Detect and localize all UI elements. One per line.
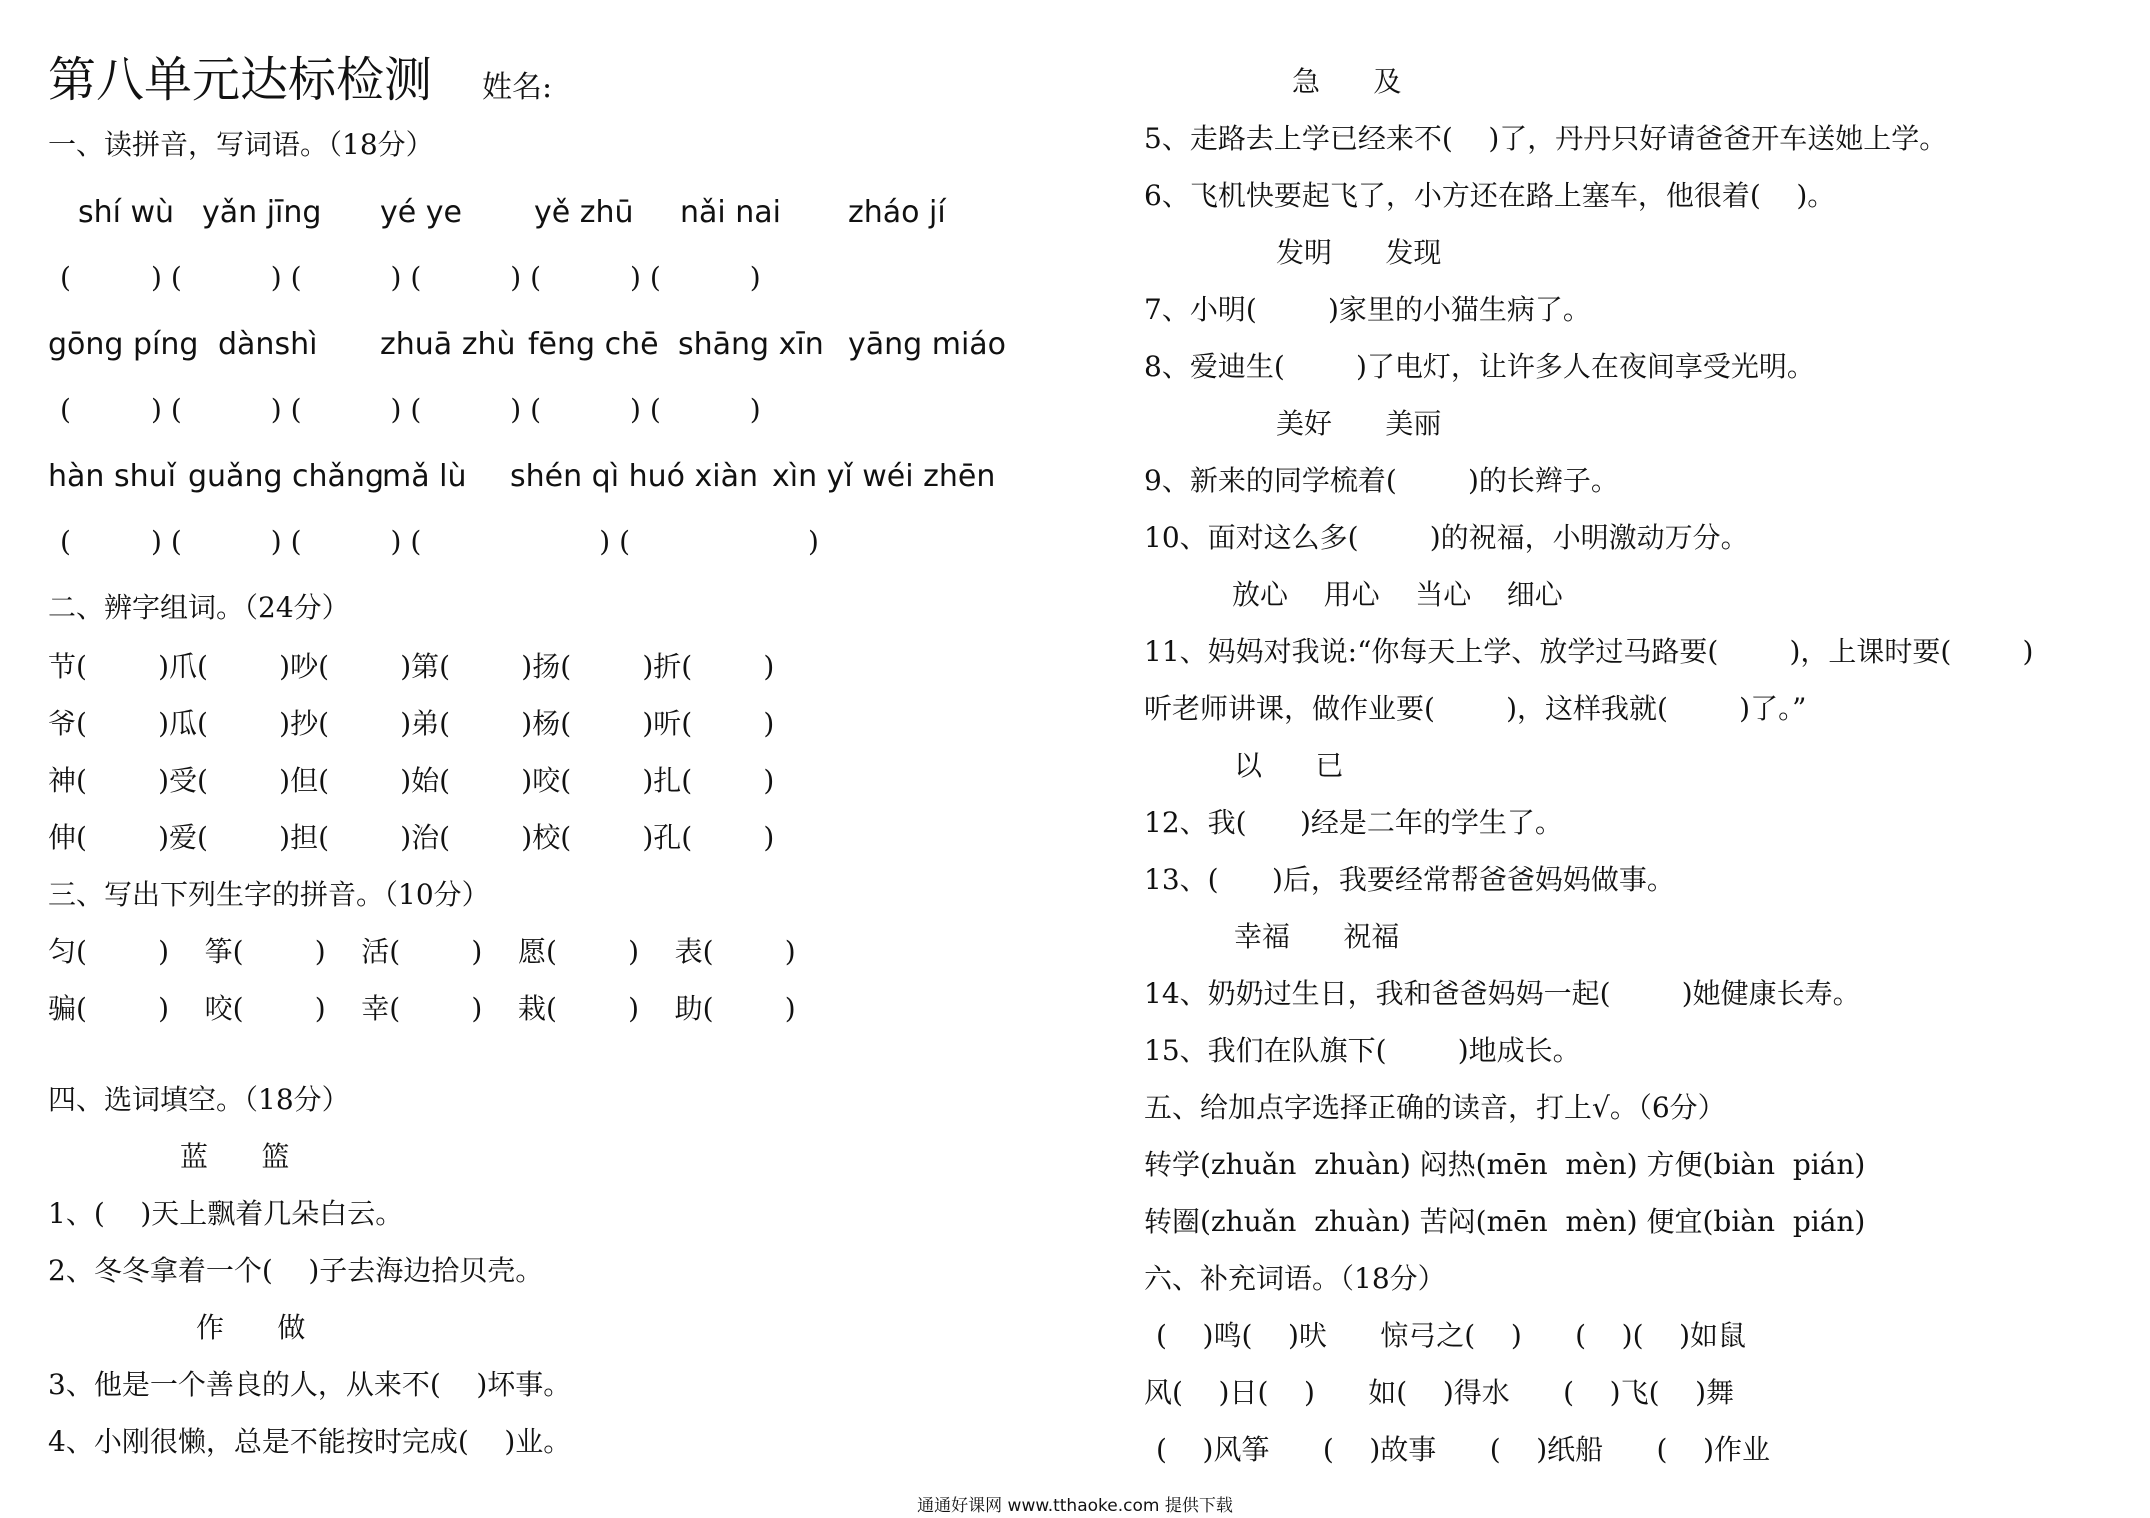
fill-in-question[interactable]: 4、小刚很懒，总是不能按时完成( )业。: [48, 1425, 572, 1458]
fill-in-question[interactable]: 听老师讲课，做作业要( )，这样我就( )了。”: [1144, 692, 1807, 725]
word-choice-pair: 放心 用心 当心 细心: [1232, 578, 1563, 611]
pinyin-item: shāng xīn: [678, 327, 824, 362]
fill-in-question[interactable]: 1、( )天上飘着几朵白云。: [48, 1197, 404, 1230]
section-6-heading: 六、补充词语。（18分）: [1144, 1262, 1446, 1295]
word-choice-pair: 以 已: [1234, 749, 1344, 782]
fill-in-question[interactable]: 9、新来的同学梳着( )的长辫子。: [1144, 464, 1619, 497]
pinyin-item: xìn yǐ wéi zhēn: [772, 459, 996, 494]
name-label: 姓名:: [482, 70, 553, 105]
answer-brackets[interactable]: ( ) ( ) ( ) ( ) ( ): [60, 525, 819, 558]
pinyin-item: yě zhū: [534, 195, 634, 230]
fill-in-question[interactable]: 6、飞机快要起飞了，小方还在路上塞车，他很着( )。: [1144, 179, 1836, 212]
pinyin-answer-row[interactable]: 骗( ) 咬( ) 幸( ) 栽( ) 助( ): [48, 992, 796, 1025]
idiom-row[interactable]: 风( )日( ) 如( )得水 ( )飞( )舞: [1144, 1376, 1735, 1409]
pinyin-item: hàn shuǐ: [48, 459, 176, 494]
word-choice-pair: 蓝 篮: [180, 1140, 290, 1173]
pinyin-item: yé ye: [380, 195, 462, 230]
pinyin-answer-row[interactable]: 匀( ) 筝( ) 活( ) 愿( ) 表( ): [48, 935, 796, 968]
pinyin-item: yǎn jīng: [202, 195, 322, 230]
section-4-heading: 四、选词填空。（18分）: [48, 1083, 350, 1116]
word-choice-pair: 美好 美丽: [1276, 407, 1442, 440]
idiom-row[interactable]: ( )风筝 ( )故事 ( )纸船 ( )作业: [1156, 1433, 1771, 1466]
pinyin-item: gōng píng: [48, 327, 199, 362]
fill-in-question[interactable]: 10、面对这么多( )的祝福，小明激动万分。: [1144, 521, 1749, 554]
fill-in-question[interactable]: 8、爱迪生( )了电灯，让许多人在夜间享受光明。: [1144, 350, 1815, 383]
pinyin-item: shén qì huó xiàn: [510, 459, 758, 494]
section-5-heading: 五、给加点字选择正确的读音，打上√。（6分）: [1144, 1091, 1726, 1124]
word-group-row[interactable]: 节( )爪( )吵( )第( )扬( )折( ): [48, 650, 775, 683]
word-group-row[interactable]: 神( )受( )但( )始( )咬( )扎( ): [48, 764, 775, 797]
fill-in-question[interactable]: 12、我( )经是二年的学生了。: [1144, 806, 1563, 839]
word-choice-pair: 发明 发现: [1276, 236, 1442, 269]
fill-in-question[interactable]: 5、走路去上学已经来不( )了，丹丹只好请爸爸开车送她上学。: [1144, 122, 1948, 155]
answer-brackets[interactable]: ( ) ( ) ( ) ( ) ( ) ( ): [60, 393, 761, 426]
reading-choice-row[interactable]: 转圈(zhuǎn zhuàn) 苦闷(mēn mèn) 便宜(biàn pián): [1144, 1205, 1866, 1238]
pinyin-item: shí wù: [78, 195, 175, 230]
fill-in-question[interactable]: 14、奶奶过生日，我和爸爸妈妈一起( )她健康长寿。: [1144, 977, 1861, 1010]
word-choice-pair: 作 做: [196, 1311, 306, 1344]
fill-in-question[interactable]: 13、( )后，我要经常帮爸爸妈妈做事。: [1144, 863, 1675, 896]
page-title: 第八单元达标检测: [48, 52, 433, 108]
idiom-row[interactable]: ( )鸣( )吠 惊弓之( ) ( )( )如鼠: [1156, 1319, 1747, 1352]
section-1-heading: 一、读拼音，写词语。（18分）: [48, 128, 434, 161]
pinyin-item: yāng miáo: [848, 327, 1007, 362]
pinyin-item: fēng chē: [528, 327, 659, 362]
section-2-heading: 二、辨字组词。（24分）: [48, 591, 350, 624]
pinyin-item: zháo jí: [848, 195, 946, 230]
word-choice-pair: 幸福 祝福: [1234, 920, 1400, 953]
fill-in-question[interactable]: 11、妈妈对我说:“你每天上学、放学过马路要( )，上课时要( ): [1144, 635, 2034, 668]
pinyin-item: dànshì: [218, 327, 318, 362]
pinyin-item: guǎng chǎng: [188, 459, 384, 494]
word-choice-pair: 急 及: [1292, 65, 1402, 98]
pinyin-item: zhuā zhù: [380, 327, 516, 362]
pinyin-item: mǎ lù: [382, 459, 467, 494]
word-group-row[interactable]: 爷( )瓜( )抄( )弟( )杨( )听( ): [48, 707, 775, 740]
fill-in-question[interactable]: 15、我们在队旗下( )地成长。: [1144, 1034, 1581, 1067]
fill-in-question[interactable]: 7、小明( )家里的小猫生病了。: [1144, 293, 1591, 326]
footer-credit: 通通好课网 www.tthaoke.com 提供下载: [917, 1496, 1233, 1516]
pinyin-item: nǎi nai: [680, 195, 782, 230]
fill-in-question[interactable]: 2、冬冬拿着一个( )子去海边拾贝壳。: [48, 1254, 544, 1287]
reading-choice-row[interactable]: 转学(zhuǎn zhuàn) 闷热(mēn mèn) 方便(biàn pián): [1144, 1148, 1866, 1181]
fill-in-question[interactable]: 3、他是一个善良的人，从来不( )坏事。: [48, 1368, 572, 1401]
section-3-heading: 三、写出下列生字的拼音。（10分）: [48, 878, 490, 911]
answer-brackets[interactable]: ( ) ( ) ( ) ( ) ( ) ( ): [60, 261, 761, 294]
word-group-row[interactable]: 伸( )爱( )担( )治( )校( )孔( ): [48, 821, 775, 854]
